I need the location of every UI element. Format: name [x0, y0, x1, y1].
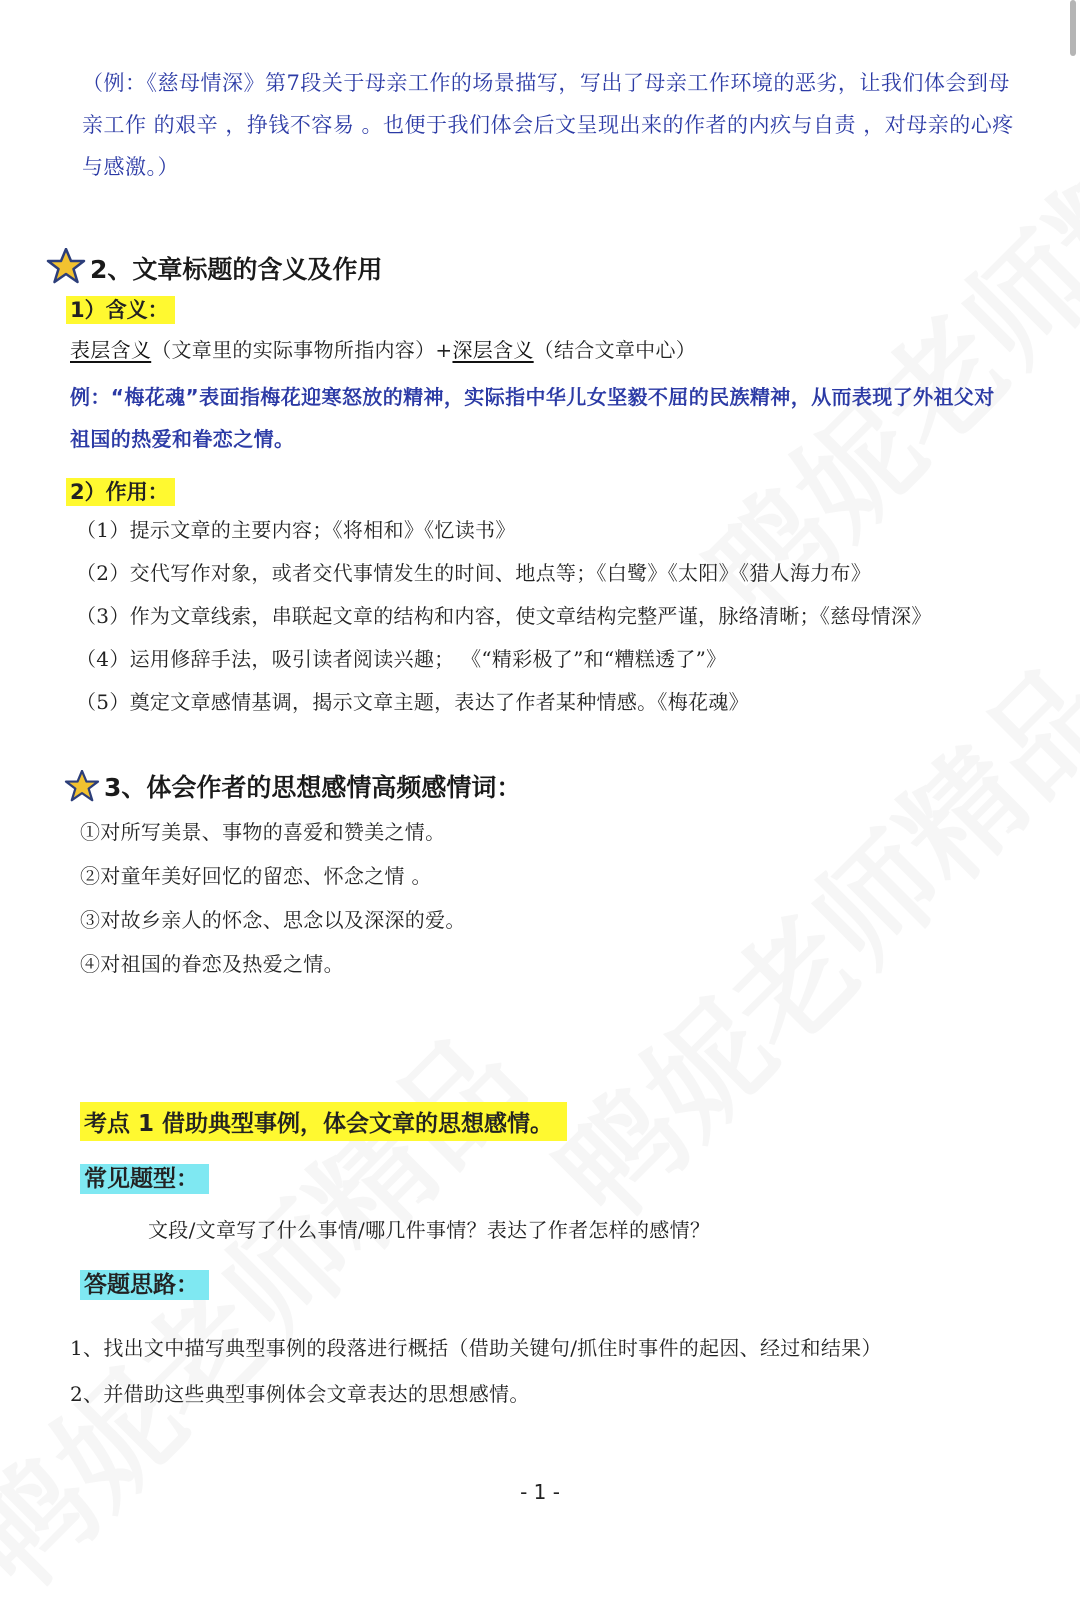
- section2-heading: [46, 248, 382, 290]
- section2-title: 2、文章标题的含义及作用: [90, 255, 383, 284]
- example-paragraph: （例：《慈母情深》第7段关于母亲工作的场景描写，写出了母亲工作环境的恶劣，让我们体会到母亲工作 的艰辛 ，挣钱不容易 。也便于我们体会后文呈现出来的作者的内疚与自责 ，对母亲的心疼与感激。）: [82, 71, 1014, 179]
- surface-desc: （文章里的实际事物所指内容）+: [151, 338, 453, 362]
- approach-wrap: [80, 1266, 209, 1299]
- watermark: [515, 621, 1080, 1252]
- deep-term: 深层含义: [452, 338, 534, 362]
- emotion-item: ③对故乡亲人的怀念、思念以及深深的爱。: [80, 908, 466, 932]
- approach-step: 1、找出文中描写典型事例的段落进行概括（借助关键句/抓住时事件的起因、经过和结果）: [70, 1336, 882, 1360]
- emotion-item: ④对祖国的眷恋及热爱之情。: [80, 952, 344, 976]
- meaning-label: 1）含义：: [66, 296, 175, 324]
- function-item: （5）奠定文章感情基调，揭示文章主题，表达了作者某种情感。《梅花魂》: [76, 690, 749, 714]
- function-label: 2）作用：: [66, 478, 175, 506]
- function-item: （2）交代写作对象，或者交代事情发生的时间、地点等；《白鹭》《太阳》《猎人海力布》: [76, 561, 872, 585]
- star-icon: [64, 770, 100, 808]
- emotion-item: ①对所写美景、事物的喜爱和赞美之情。: [80, 820, 446, 844]
- star-icon: [46, 248, 86, 290]
- function-item: （4）运用修辞手法，吸引读者阅读兴趣； 《“精彩极了”和“糟糕透了”》: [76, 647, 727, 671]
- deep-desc: （结合文章中心）: [533, 338, 697, 362]
- page-number: - 1 -: [520, 1480, 560, 1504]
- meaning-label-wrap: [66, 294, 175, 324]
- kaodian-title: 考点 1 借助典型事例，体会文章的思想感情。: [80, 1102, 567, 1141]
- title-example: 例：“梅花魂”表面指梅花迎寒怒放的精神，实际指中华儿女坚毅不屈的民族精神，从而表现了外祖父对祖国的热爱和眷恋之情。: [70, 385, 995, 451]
- section3-heading: [64, 768, 521, 808]
- watermark: [0, 991, 555, 1621]
- section3-title: 3、体会作者的思想感情高频感情词：: [104, 773, 522, 802]
- function-item: （1）提示文章的主要内容；《将相和》《忆读书》: [76, 518, 516, 542]
- scrollbar[interactable]: [1070, 0, 1076, 56]
- emotion-item: ②对童年美好回忆的留恋、怀念之情 。: [80, 864, 432, 888]
- question-type-wrap: [80, 1160, 209, 1193]
- meaning-definition: [70, 334, 696, 363]
- function-item: （3）作为文章线索，串联起文章的结构和内容，使文章结构完整严谨，脉络清晰；《慈母情深》: [76, 604, 932, 628]
- approach-step: 2、并借助这些典型事例体会文章表达的思想感情。: [70, 1382, 530, 1406]
- question-type-text: 文段/文章写了什么事情/哪几件事情？表达了作者怎样的感情？: [148, 1218, 711, 1242]
- question-type-label: 常见题型：: [80, 1164, 209, 1194]
- function-label-wrap: [66, 476, 175, 506]
- surface-term: 表层含义: [70, 338, 152, 362]
- approach-label: 答题思路：: [80, 1270, 209, 1300]
